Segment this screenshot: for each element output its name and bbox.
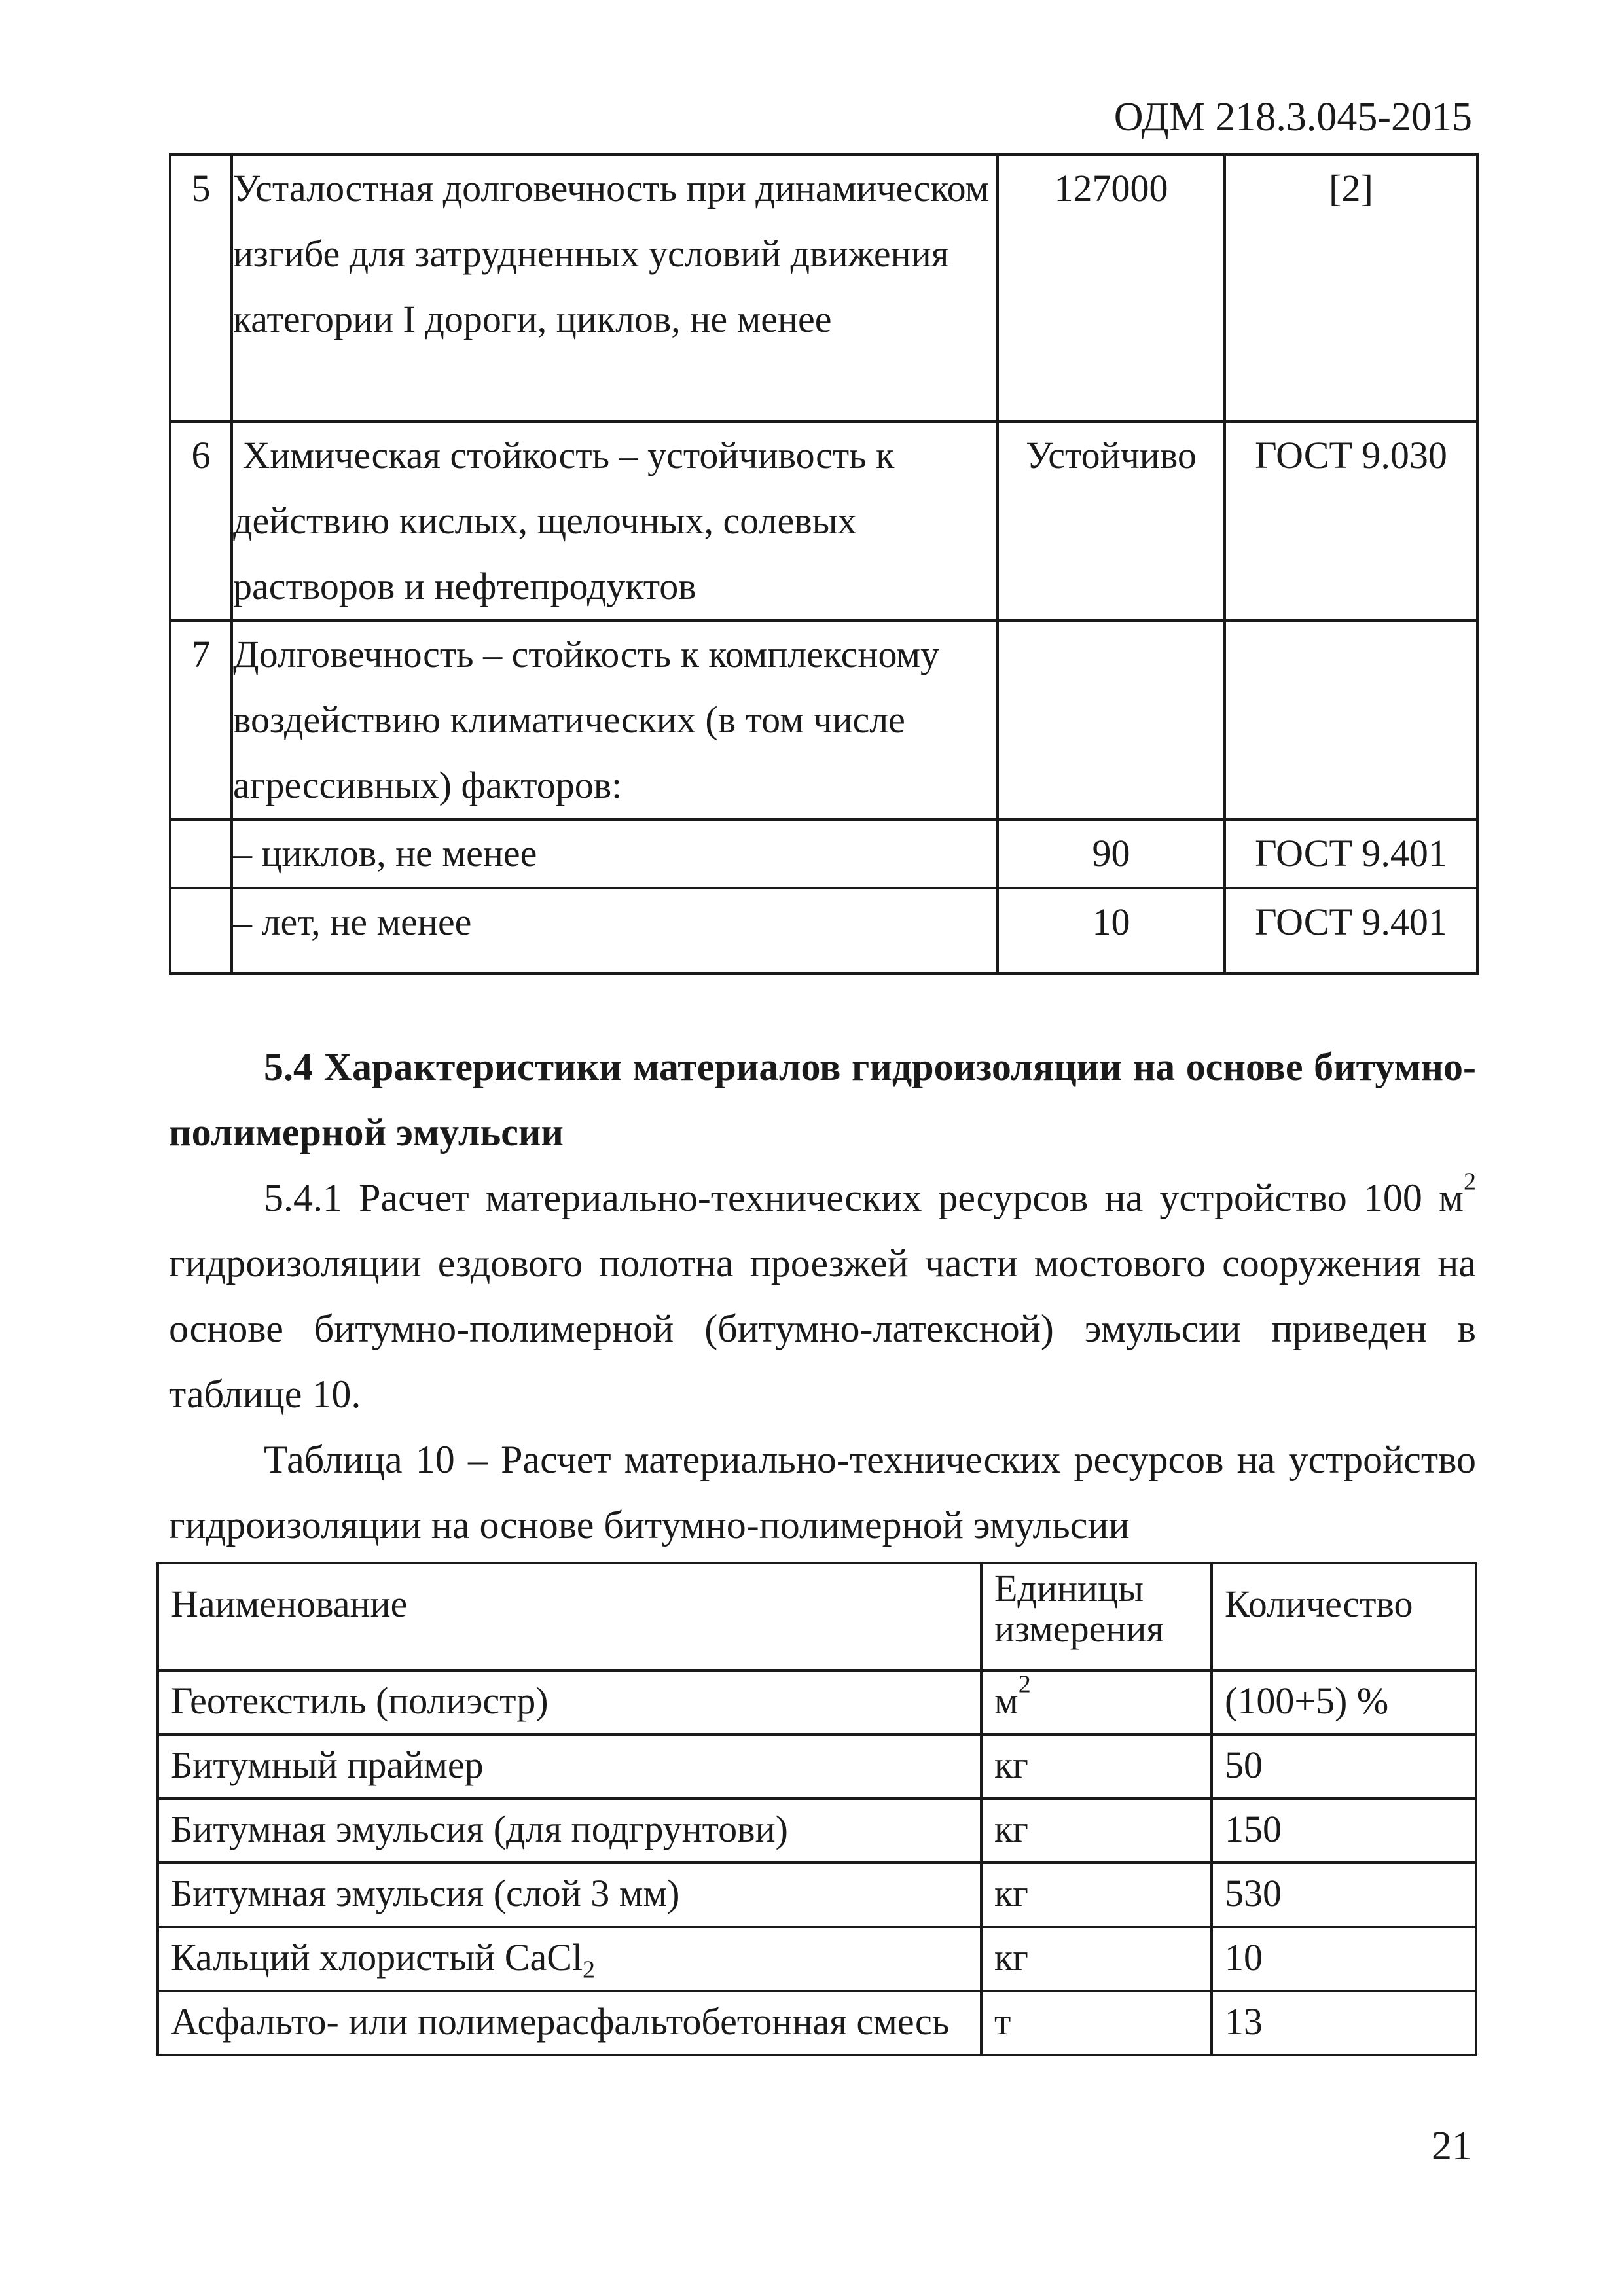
material-quantity: 50 xyxy=(1212,1734,1476,1799)
property-name: Долговечность – стойкость к комплексному воздействию климатических (в том числе агрессивных) факторов: xyxy=(232,620,998,819)
table-row xyxy=(158,1670,1476,1734)
material-name xyxy=(158,1927,981,1991)
header-name: Наименование xyxy=(158,1563,981,1670)
material-name: Асфальто- или полимерасфальтобетонная смесь xyxy=(158,1991,981,2055)
table-row xyxy=(170,819,1477,888)
table-row xyxy=(158,1991,1476,2055)
material-name: Битумная эмульсия (слой 3 мм) xyxy=(158,1863,981,1927)
row-number: 7 xyxy=(170,620,232,819)
row-number xyxy=(170,888,232,973)
page-number: 21 xyxy=(1432,2124,1472,2168)
table-row xyxy=(158,1734,1476,1799)
test-method-doc: ГОСТ 9.030 xyxy=(1225,422,1477,620)
material-unit: кг xyxy=(981,1734,1212,1799)
property-value xyxy=(998,620,1225,819)
property-value: Устойчиво xyxy=(998,422,1225,620)
material-unit: кг xyxy=(981,1863,1212,1927)
table-row xyxy=(170,422,1477,620)
paragraph-text: 5.4.1 Расчет материально-технических ресурсов на устройство 100 м xyxy=(264,1176,1464,1219)
name-text: Кальций хлористый CaCl xyxy=(171,1936,583,1979)
property-name: Химическая стойкость – устойчивость к действию кислых, щелочных, солевых растворов и нефтепродуктов xyxy=(232,422,998,620)
header-quantity: Количество xyxy=(1212,1563,1476,1670)
material-name: Битумная эмульсия (для подгрунтови) xyxy=(158,1799,981,1863)
property-value: 10 xyxy=(998,888,1225,973)
properties-table xyxy=(169,153,1479,975)
paragraph-text: гидроизоляции ездового полотна проезжей части мостового сооружения на основе битумно-полимерной (битумно-латексной) эмульсии приведен в таблице 10. xyxy=(169,1242,1476,1416)
row-number: 5 xyxy=(170,154,232,422)
unit-text: м xyxy=(994,1679,1019,1722)
property-value: 127000 xyxy=(998,154,1225,422)
property-name: Усталостная долговечность при динамическом изгибе для затрудненных условий движения категории I дороги, циклов, не менее xyxy=(232,154,998,422)
material-unit xyxy=(981,1670,1212,1734)
test-method-doc: [2] xyxy=(1225,154,1477,422)
document-code: ОДМ 218.3.045-2015 xyxy=(1113,95,1472,139)
property-value: 90 xyxy=(998,819,1225,888)
header-unit: Единицы измерения xyxy=(981,1563,1212,1670)
section-title: 5.4 Характеристики материалов гидроизоляции на основе битумно-полимерной эмульсии xyxy=(169,1045,1476,1154)
material-quantity: 13 xyxy=(1212,1991,1476,2055)
table-row xyxy=(170,154,1477,422)
material-unit: кг xyxy=(981,1927,1212,1991)
superscript: 2 xyxy=(1464,1168,1476,1196)
material-unit: кг xyxy=(981,1799,1212,1863)
material-unit: т xyxy=(981,1991,1212,2055)
material-name: Геотекстиль (полиэстр) xyxy=(158,1670,981,1734)
material-quantity: 150 xyxy=(1212,1799,1476,1863)
material-quantity: 530 xyxy=(1212,1863,1476,1927)
material-name: Битумный праймер xyxy=(158,1734,981,1799)
table-row xyxy=(158,1799,1476,1863)
paragraph xyxy=(169,1165,1476,1427)
subscript: 2 xyxy=(583,1956,595,1984)
material-quantity: 10 xyxy=(1212,1927,1476,1991)
table-row xyxy=(170,620,1477,819)
property-name: – лет, не менее xyxy=(232,888,998,973)
material-quantity: (100+5) % xyxy=(1212,1670,1476,1734)
table-caption: Таблица 10 – Расчет материально-технических ресурсов на устройство гидроизоляции на основе битумно-полимерной эмульсии xyxy=(169,1438,1476,1547)
superscript: 2 xyxy=(1018,1670,1031,1698)
table-row xyxy=(170,888,1477,973)
test-method-doc: ГОСТ 9.401 xyxy=(1225,888,1477,973)
row-number: 6 xyxy=(170,422,232,620)
test-method-doc xyxy=(1225,620,1477,819)
row-number xyxy=(170,819,232,888)
resources-table xyxy=(156,1562,1477,2056)
table-header-row xyxy=(158,1563,1476,1670)
table-row xyxy=(158,1927,1476,1991)
table-row xyxy=(158,1863,1476,1927)
test-method-doc: ГОСТ 9.401 xyxy=(1225,819,1477,888)
property-name: – циклов, не менее xyxy=(232,819,998,888)
